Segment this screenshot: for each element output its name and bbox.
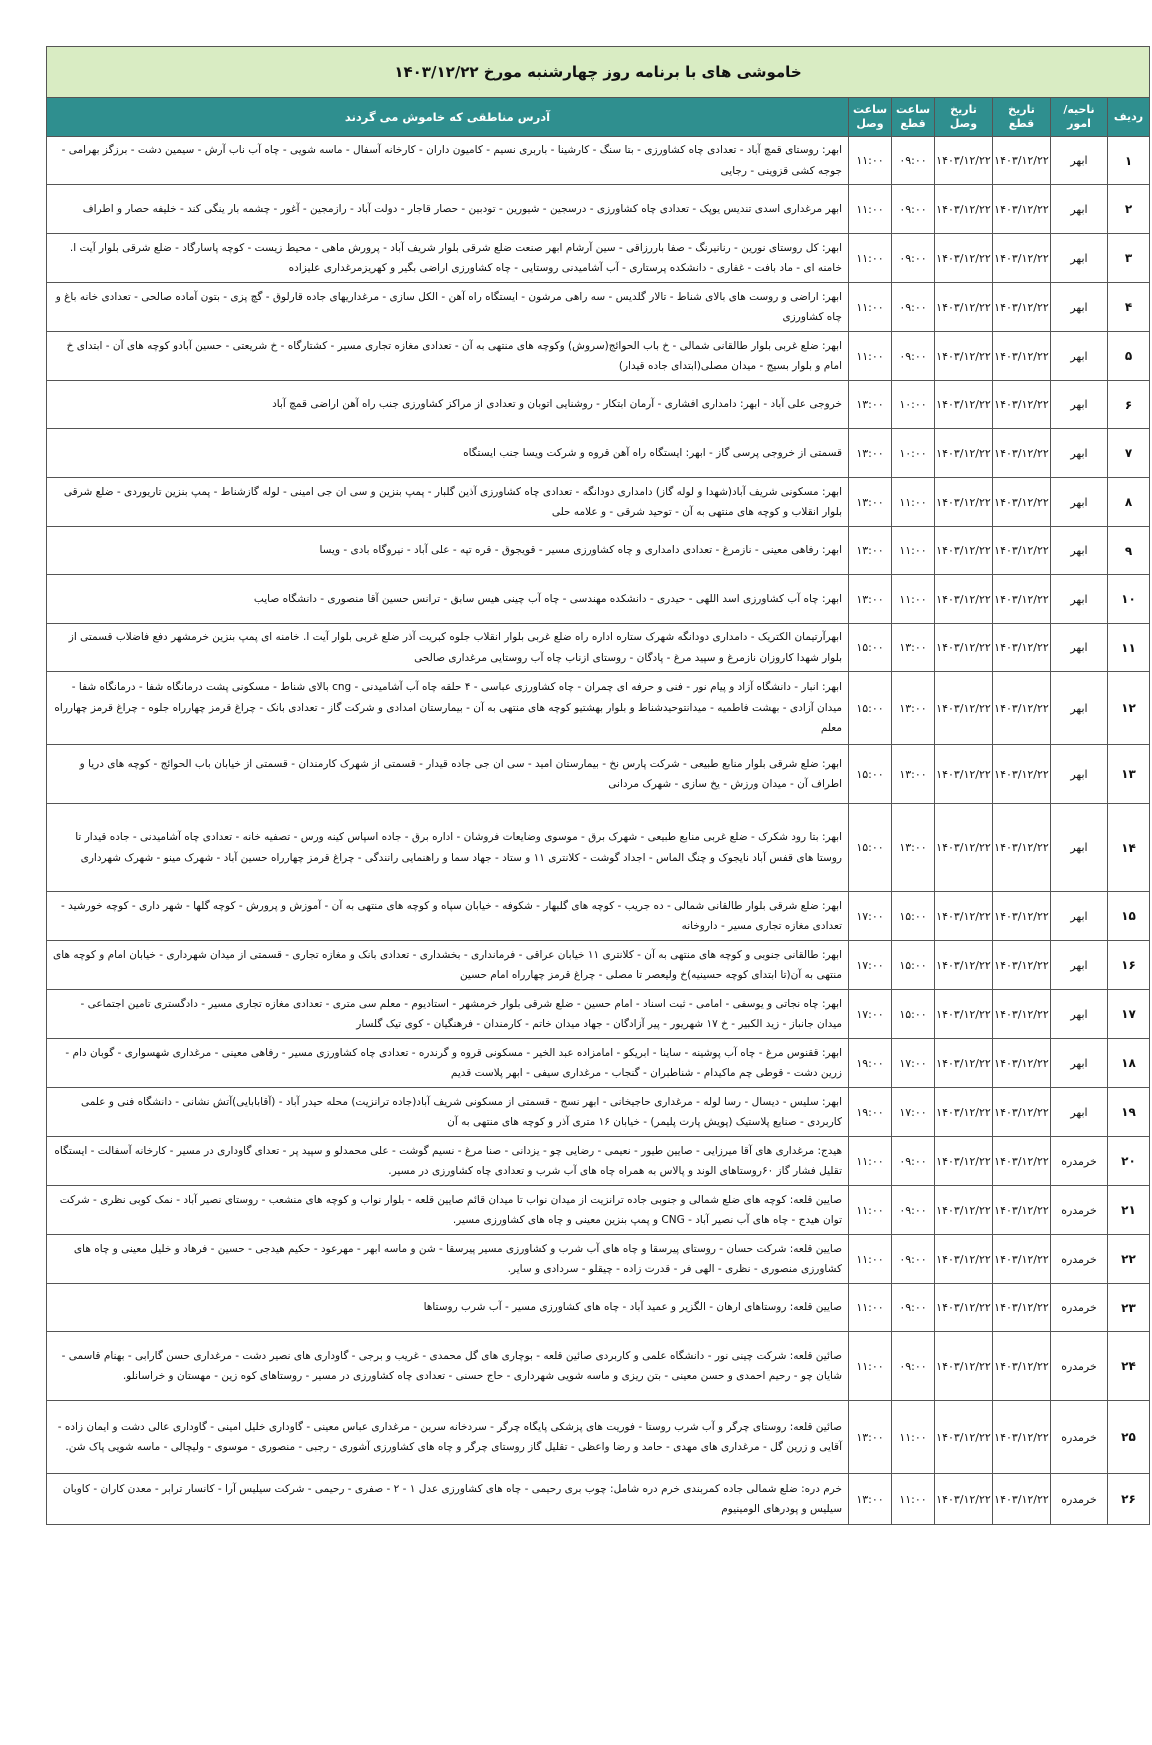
cut-date-cell: ۱۴۰۳/۱۲/۲۲ — [993, 892, 1051, 941]
connect-date-cell: ۱۴۰۳/۱۲/۲۲ — [935, 672, 993, 745]
cut-date-cell: ۱۴۰۳/۱۲/۲۲ — [993, 478, 1051, 527]
table-row — [47, 527, 1150, 575]
table-row — [47, 137, 1150, 185]
cut-time-cell: ۱۵:۰۰ — [892, 990, 935, 1039]
address-cell: خروجی علی آباد - ابهر: دامداری افشاری - آرمان ابتکار - روشنایی اتوبان و تعدادی از مراکز کشاورزی جنب راه آهن اراضی قمچ آباد — [47, 381, 849, 429]
address-cell: ابهرآرتیمان الکتریک - دامداری دودانگه شهرک ستاره اداره راه ضلع غربی بلوار انقلاب جلوه کبریت آذر ضلع غربی بلوار آیت ا. خامنه ای پمپ بنزین خرمشهر دفع فاضلاب قسمتی از بلوار شهدا کاروزان نازمرغ و سپید مرغ - پادگان - روستای ازناب چاه آب روستایی مرغداری صالحی — [47, 624, 849, 672]
cut-time-cell: ۱۷:۰۰ — [892, 1088, 935, 1137]
table-row — [47, 745, 1150, 804]
table-row — [47, 892, 1150, 941]
connect-time-cell: ۱۱:۰۰ — [849, 185, 892, 234]
address-cell: صائین قلعه: شرکت چینی نور - دانشگاه علمی و کاربردی صائین قلعه - بوچاری های گل محمدی - غریب و برجی - گاوداری های نصیر دشت - مرغداری حسن گارابی - بهنام قاسمی - شایان چو - رحیم احمدی و حسن معینی - بتن ریزی و ماسه شویی شهرداری - حاج حسنی - تعدادی چاه کشاورزی در مسیر - روستاهای کوه زین - مهستان و خراسانلو. — [47, 1332, 849, 1401]
address-cell: صایین قلعه: شرکت حسان - روستای پیرسقا و چاه های آب شرب و کشاورزی مسیر پیرسقا - شن و ماسه ابهر - مهرعود - حکیم هیدجی - حسین - فرهاد و خلیل معینی و چاه های کشاورزی منصوری - نظری - الهی فر - قدرت زاده - چیقلو - سردادی و سایر. — [47, 1235, 849, 1284]
table-row — [47, 1401, 1150, 1474]
cut-date-cell: ۱۴۰۳/۱۲/۲۲ — [993, 990, 1051, 1039]
region-cell: ابهر — [1051, 137, 1108, 185]
cut-time-cell: ۱۳:۰۰ — [892, 745, 935, 804]
connect-date-cell: ۱۴۰۳/۱۲/۲۲ — [935, 283, 993, 332]
connect-time-cell: ۱۳:۰۰ — [849, 1474, 892, 1525]
connect-date-cell: ۱۴۰۳/۱۲/۲۲ — [935, 575, 993, 624]
cut-date-cell: ۱۴۰۳/۱۲/۲۲ — [993, 1088, 1051, 1137]
cut-time-cell: ۱۳:۰۰ — [892, 624, 935, 672]
header-row — [47, 98, 1150, 137]
row-number: ۲۲ — [1108, 1235, 1150, 1284]
cut-time-cell: ۱۷:۰۰ — [892, 1039, 935, 1088]
address-cell: صایین قلعه: روستاهای ارهان - الگزیر و عمید آباد - چاه های کشاورزی مسیر - آب شرب روستاها — [47, 1284, 849, 1332]
address-cell: ابهر: چاه آب کشاورزی اسد اللهی - حیدری - دانشکده مهندسی - چاه آب چینی هیس سابق - ترانس حسین آقا منصوری - دانشگاه صایب — [47, 575, 849, 624]
table-row — [47, 283, 1150, 332]
connect-date-cell: ۱۴۰۳/۱۲/۲۲ — [935, 1332, 993, 1401]
cut-date-cell: ۱۴۰۳/۱۲/۲۲ — [993, 429, 1051, 478]
connect-time-cell: ۱۱:۰۰ — [849, 1235, 892, 1284]
cut-date-cell: ۱۴۰۳/۱۲/۲۲ — [993, 1284, 1051, 1332]
cut-time-cell: ۰۹:۰۰ — [892, 1235, 935, 1284]
outage-table — [46, 46, 1150, 1525]
table-row — [47, 1474, 1150, 1525]
connect-time-cell: ۱۳:۰۰ — [849, 429, 892, 478]
cut-date-cell: ۱۴۰۳/۱۲/۲۲ — [993, 332, 1051, 381]
cut-date-cell: ۱۴۰۳/۱۲/۲۲ — [993, 1332, 1051, 1401]
connect-date-cell: ۱۴۰۳/۱۲/۲۲ — [935, 941, 993, 990]
header-cut-time: ساعت قطع — [892, 98, 935, 137]
table-row — [47, 1332, 1150, 1401]
region-cell: ابهر — [1051, 1088, 1108, 1137]
connect-date-cell: ۱۴۰۳/۱۲/۲۲ — [935, 478, 993, 527]
row-number: ۱۴ — [1108, 804, 1150, 892]
connect-date-cell: ۱۴۰۳/۱۲/۲۲ — [935, 990, 993, 1039]
cut-time-cell: ۰۹:۰۰ — [892, 283, 935, 332]
header-cut-date: تاریخ قطع — [993, 98, 1051, 137]
address-cell: ابهر: ضلع غربی بلوار طالقانی شمالی - خ باب الحوائج(سروش) وکوچه های منتهی به آن - تعدادی مغازه تجاری مسیر - کشتارگاه - خ شریعتی - حسین آبادو کوچه های آن - ابتدای خ امام و بلوار بسیج - میدان مصلی(ابتدای جاده قیدار) — [47, 332, 849, 381]
row-number: ۱۹ — [1108, 1088, 1150, 1137]
row-number: ۱۷ — [1108, 990, 1150, 1039]
connect-date-cell: ۱۴۰۳/۱۲/۲۲ — [935, 1039, 993, 1088]
cut-date-cell: ۱۴۰۳/۱۲/۲۲ — [993, 804, 1051, 892]
cut-time-cell: ۰۹:۰۰ — [892, 234, 935, 283]
table-row — [47, 478, 1150, 527]
region-cell: خرمدره — [1051, 1137, 1108, 1186]
address-cell: ابهر: طالقانی جنوبی و کوچه های منتهی به آن - کلانتری ۱۱ خیابان عراقی - فرمانداری - بخشداری - تعدادی بانک و مغازه تجاری - قسمتی از میدان شهرداری - خیابان امام و کوچه های منتهی به آن(تا ابتدای کوچه حسینیه)خ ولیعصر تا مصلی - چراغ قرمز چهارراه امام حسین — [47, 941, 849, 990]
region-cell: ابهر — [1051, 283, 1108, 332]
schedule-sheet — [46, 46, 1150, 1525]
connect-time-cell: ۱۳:۰۰ — [849, 575, 892, 624]
row-number: ۱۱ — [1108, 624, 1150, 672]
connect-date-cell: ۱۴۰۳/۱۲/۲۲ — [935, 624, 993, 672]
address-cell: صایین قلعه: کوچه های ضلع شمالی و جنوبی جاده ترانزیت از میدان نواب تا میدان قائم صایین قلعه - بلوار نواب و کوچه های منشعب - روستای نصیر آباد - نمک کوبی نظری - شرکت توان هیدج - چاه های آب نصیر آباد - CNG و پمپ بنزین معینی و چاه های کشاورزی مسیر. — [47, 1186, 849, 1235]
row-number: ۱ — [1108, 137, 1150, 185]
region-cell: ابهر — [1051, 624, 1108, 672]
address-cell: ابهر: ضلع شرقی بلوار طالقانی شمالی - ده جریب - کوچه های گلبهار - شکوفه - خیابان سپاه و کوچه های منتهی به آن - آموزش و پرورش - کوچه گلها - شهر داری - کوچه خورشید - تعدادی مغازه تجاری مسیر - داروخانه — [47, 892, 849, 941]
region-cell: ابهر — [1051, 332, 1108, 381]
connect-time-cell: ۱۵:۰۰ — [849, 804, 892, 892]
row-number: ۷ — [1108, 429, 1150, 478]
region-cell: ابهر — [1051, 990, 1108, 1039]
connect-time-cell: ۱۷:۰۰ — [849, 941, 892, 990]
region-cell: خرمدره — [1051, 1401, 1108, 1474]
row-number: ۲ — [1108, 185, 1150, 234]
cut-time-cell: ۱۵:۰۰ — [892, 941, 935, 990]
address-cell: ابهر: چاه نجاتی و یوسفی - امامی - ثبت اسناد - امام حسین - ضلع شرقی بلوار خرمشهر - استادیوم - معلم سی متری - تعدادی مغازه تجاری مسیر - دادگستری تامین اجتماعی - میدان جانباز - زید الکبیر - خ ۱۷ شهریور - پیر آزادگان - جهاد میدان خاتم - کارمندان - فرهنگیان - کوی تیک گلسار — [47, 990, 849, 1039]
cut-time-cell: ۱۰:۰۰ — [892, 381, 935, 429]
connect-time-cell: ۱۵:۰۰ — [849, 672, 892, 745]
table-row — [47, 1284, 1150, 1332]
header-address: آدرس مناطقی که خاموش می گردند — [47, 98, 849, 137]
cut-time-cell: ۱۱:۰۰ — [892, 1474, 935, 1525]
connect-date-cell: ۱۴۰۳/۱۲/۲۲ — [935, 745, 993, 804]
row-number: ۱۸ — [1108, 1039, 1150, 1088]
cut-time-cell: ۱۱:۰۰ — [892, 1401, 935, 1474]
address-cell: ابهر: کل روستای نورین - رنانیرنگ - صفا باررزاقی - سین آرشام ابهر صنعت ضلع شرقی بلوار شریف آباد - پرورش ماهی - محیط زیست - کوچه پاسارگاد - ضلع شرقی بلوار آیت ا. خامنه ای - ماد بافت - غفاری - دانشکده پرستاری - آب آشامیدنی روستایی - چاه کشاورزی اراضی بگیر و کهریزمرغداری علیزاده — [47, 234, 849, 283]
cut-time-cell: ۱۵:۰۰ — [892, 892, 935, 941]
address-cell: قسمتی از خروجی پرسی گاز - ابهر: ایستگاه راه آهن قروه و شرکت ویسا جنب ایستگاه — [47, 429, 849, 478]
row-number: ۲۰ — [1108, 1137, 1150, 1186]
table-row — [47, 990, 1150, 1039]
cut-time-cell: ۰۹:۰۰ — [892, 332, 935, 381]
row-number: ۳ — [1108, 234, 1150, 283]
region-cell: ابهر — [1051, 478, 1108, 527]
connect-date-cell: ۱۴۰۳/۱۲/۲۲ — [935, 1186, 993, 1235]
connect-time-cell: ۱۳:۰۰ — [849, 381, 892, 429]
table-row — [47, 624, 1150, 672]
header-row-number: ردیف — [1108, 98, 1150, 137]
table-row — [47, 1137, 1150, 1186]
region-cell: ابهر — [1051, 1039, 1108, 1088]
connect-time-cell: ۱۹:۰۰ — [849, 1039, 892, 1088]
region-cell: خرمدره — [1051, 1186, 1108, 1235]
cut-date-cell: ۱۴۰۳/۱۲/۲۲ — [993, 624, 1051, 672]
connect-time-cell: ۱۳:۰۰ — [849, 527, 892, 575]
address-cell: ابهر: ققنوس مرغ - چاه آب پوشینه - ساینا - ابریکو - امامزاده عبد الخیر - مسکونی قروه و گرندره - تعدادی چاه کشاورزی مسیر - رفاهی معینی - مرغداری شهسواری - گوبان دام - زرین دشت - قوطی چم ماکیدام - شناطبران - گنجاب - مرغداری سیفی - ابهر پلاست قدیم — [47, 1039, 849, 1088]
connect-date-cell: ۱۴۰۳/۱۲/۲۲ — [935, 804, 993, 892]
region-cell: خرمدره — [1051, 1235, 1108, 1284]
connect-time-cell: ۱۷:۰۰ — [849, 892, 892, 941]
row-number: ۱۰ — [1108, 575, 1150, 624]
row-number: ۲۱ — [1108, 1186, 1150, 1235]
row-number: ۵ — [1108, 332, 1150, 381]
cut-time-cell: ۰۹:۰۰ — [892, 1332, 935, 1401]
region-cell: ابهر — [1051, 527, 1108, 575]
region-cell: خرمدره — [1051, 1474, 1108, 1525]
connect-time-cell: ۱۵:۰۰ — [849, 745, 892, 804]
connect-date-cell: ۱۴۰۳/۱۲/۲۲ — [935, 332, 993, 381]
row-number: ۱۵ — [1108, 892, 1150, 941]
row-number: ۱۲ — [1108, 672, 1150, 745]
address-cell: هیدج: مرغداری های آقا میرزایی - صایین طیور - نعیمی - رضایی چو - یزدانی - صنا مرغ - نسیم گوشت - علی محمدلو و سپید پر - تعدای گاوداری در مسیر - کارخانه آسفالت - ایستگاه تقلیل فشار گاز ۶۰روستاهای الوند و پالاس به همراه چاه های آب شرب و تعدادی چاه کشاورزی در مسیر. — [47, 1137, 849, 1186]
connect-time-cell: ۱۱:۰۰ — [849, 1137, 892, 1186]
connect-time-cell: ۱۳:۰۰ — [849, 478, 892, 527]
table-row — [47, 575, 1150, 624]
address-cell: صائین قلعه: روستای چرگر و آب شرب روستا - فوریت های پزشکی پایگاه چرگر - سردخانه سرین - مرغداری عباس معینی - گاوداری خلیل امینی - گاوداری عالی دشت و ایمان زاده - آقایی و زرین گل - مرغداری های مهدی - حامد و رضا واعظی - تقلیل گاز روستای چرگر و چاه های کشاورزی آشوری - رجبی - منصوری - موسوی - ولیچالی - ماسه شویی پاک شن. — [47, 1401, 849, 1474]
cut-date-cell: ۱۴۰۳/۱۲/۲۲ — [993, 527, 1051, 575]
address-cell: ابهر: انبار - دانشگاه آزاد و پیام نور - فنی و حرفه ای چمران - چاه کشاورزی عباسی - ۴ حلقه چاه آب آشامیدنی - cng بالای شناط - مسکونی پشت درمانگاه شفا - درمانگاه شفا - میدان آزادی - بهشت فاطمیه - میدانتوحیدشناط و بلوار بهشتیو کوچه های منتهی به آن - بیمارستان امدادی و شرکت گاز - تعدادی بانک - چراغ قرمز چهارراه جلوه - چراغ قرمز چهارراه معلم — [47, 672, 849, 745]
cut-date-cell: ۱۴۰۳/۱۲/۲۲ — [993, 1137, 1051, 1186]
connect-time-cell: ۱۳:۰۰ — [849, 1401, 892, 1474]
cut-time-cell: ۱۳:۰۰ — [892, 804, 935, 892]
connect-date-cell: ۱۴۰۳/۱۲/۲۲ — [935, 381, 993, 429]
row-number: ۲۳ — [1108, 1284, 1150, 1332]
cut-time-cell: ۰۹:۰۰ — [892, 137, 935, 185]
address-cell: ابهر: مسکونی شریف آباد(شهدا و لوله گاز) دامداری دودانگه - تعدادی چاه کشاورزی آذین گلبار - پمپ بنزین و سی ان جی امینی - لوله گازشناط - پمپ بنزین تاریوردی - ضلع شرقی بلوار انقلاب و کوچه های منتهی به آن - توحید شرقی - و علامه حلی — [47, 478, 849, 527]
cut-date-cell: ۱۴۰۳/۱۲/۲۲ — [993, 745, 1051, 804]
cut-date-cell: ۱۴۰۳/۱۲/۲۲ — [993, 672, 1051, 745]
region-cell: ابهر — [1051, 234, 1108, 283]
table-row — [47, 1186, 1150, 1235]
cut-date-cell: ۱۴۰۳/۱۲/۲۲ — [993, 1401, 1051, 1474]
region-cell: ابهر — [1051, 941, 1108, 990]
cut-time-cell: ۰۹:۰۰ — [892, 1137, 935, 1186]
cut-time-cell: ۰۹:۰۰ — [892, 185, 935, 234]
region-cell: ابهر — [1051, 381, 1108, 429]
header-region: ناحیه/امور — [1051, 98, 1108, 137]
region-cell: خرمدره — [1051, 1332, 1108, 1401]
cut-time-cell: ۱۱:۰۰ — [892, 478, 935, 527]
connect-date-cell: ۱۴۰۳/۱۲/۲۲ — [935, 1235, 993, 1284]
row-number: ۴ — [1108, 283, 1150, 332]
cut-date-cell: ۱۴۰۳/۱۲/۲۲ — [993, 185, 1051, 234]
region-cell: ابهر — [1051, 575, 1108, 624]
table-row — [47, 332, 1150, 381]
table-row — [47, 1235, 1150, 1284]
table-row — [47, 1088, 1150, 1137]
address-cell: ابهر: روستای قمچ آباد - تعدادی چاه کشاورزی - بتا سنگ - کارشینا - باربری نسیم - کامیون داران - کارخانه آسفال - ماسه شویی - چاه آب ناب آرش - سیمین دشت - برزگز بهرامی - جوجه کشی قزوینی - رجایی — [47, 137, 849, 185]
cut-time-cell: ۱۰:۰۰ — [892, 429, 935, 478]
address-cell: خرم دره: ضلع شمالی جاده کمربندی خرم دره شامل: چوب بری رحیمی - چاه های کشاورزی عدل ۱ - ۲ - صفری - رحیمی - شرکت سیلیس آرا - کانسار ترابر - معدن کاران - کاوبان سیلیس و پودرهای الومینیوم — [47, 1474, 849, 1525]
cut-date-cell: ۱۴۰۳/۱۲/۲۲ — [993, 941, 1051, 990]
cut-date-cell: ۱۴۰۳/۱۲/۲۲ — [993, 1235, 1051, 1284]
table-row — [47, 185, 1150, 234]
connect-date-cell: ۱۴۰۳/۱۲/۲۲ — [935, 1284, 993, 1332]
connect-time-cell: ۱۱:۰۰ — [849, 1284, 892, 1332]
table-row — [47, 381, 1150, 429]
address-cell: ابهر: بتا رود شکرک - ضلع غربی منابع طبیعی - شهرک برق - موسوی وضایعات فروشان - اداره برق - جاده اسپاس کینه ورس - تصفیه خانه - تعدادی چاه آشامیدنی - جاده قیدار تا روستا های قفس آباد نایجوک و چنگ الماس - اجداد گوشت - کلانتری ۱۱ و ستاد - جهاد سما و راهنمایی رانندگی - چراغ قرمز چهارراه حسین آباد - شهرک مینو - شهرک شهرداری — [47, 804, 849, 892]
address-cell: ابهر: رفاهی معینی - نازمرغ - تعدادی دامداری و چاه کشاورزی مسیر - قویجوق - قره تپه - علی آباد - نیروگاه بادی - ویسا — [47, 527, 849, 575]
cut-date-cell: ۱۴۰۳/۱۲/۲۲ — [993, 1186, 1051, 1235]
address-cell: ابهر: ضلع شرقی بلوار منابع طبیعی - شرکت پارس نخ - بیمارستان امید - سی ان جی جاده قیدار - قسمتی از شهرک کارمندان - قسمتی از خیابان باب الحوائج - کوچه های دریا و اطراف آن - میدان ورزش - یخ سازی - شهرک مردانی — [47, 745, 849, 804]
connect-time-cell: ۱۹:۰۰ — [849, 1088, 892, 1137]
connect-time-cell: ۱۱:۰۰ — [849, 234, 892, 283]
region-cell: خرمدره — [1051, 1284, 1108, 1332]
address-cell: ابهر: سلیس - دیسال - رسا لوله - مرغداری حاجیخانی - ابهر نسج - قسمتی از مسکونی شریف آباد(جاده ترانزیت) محله حیدر آباد - (آقابابایی)آتش نشانی - دانشگاه فنی و علمی کاربردی - صنایع پلاستیک (پویش پارت پلیمر) - خیابان ۱۶ متری آذر و کوچه های منتهی به آن — [47, 1088, 849, 1137]
address-cell: ابهر مرغداری اسدی تندیس یوپک - تعدادی چاه کشاورزی - درسجین - شیورین - تودبین - حصار قاجار - دولت آباد - رازمجین - آغور - چشمه بار ینگی کند - خلیفه حصار و اطراف — [47, 185, 849, 234]
table-row — [47, 1039, 1150, 1088]
connect-date-cell: ۱۴۰۳/۱۲/۲۲ — [935, 1088, 993, 1137]
row-number: ۹ — [1108, 527, 1150, 575]
region-cell: ابهر — [1051, 185, 1108, 234]
region-cell: ابهر — [1051, 672, 1108, 745]
cut-date-cell: ۱۴۰۳/۱۲/۲۲ — [993, 1039, 1051, 1088]
row-number: ۱۶ — [1108, 941, 1150, 990]
connect-date-cell: ۱۴۰۳/۱۲/۲۲ — [935, 185, 993, 234]
cut-time-cell: ۰۹:۰۰ — [892, 1186, 935, 1235]
row-number: ۲۵ — [1108, 1401, 1150, 1474]
connect-time-cell: ۱۱:۰۰ — [849, 332, 892, 381]
row-number: ۲۶ — [1108, 1474, 1150, 1525]
address-cell: ابهر: اراضی و روست های بالای شناط - تالار گلدیس - سه راهی مرشون - ایستگاه راه آهن - الکل سازی - مرغداریهای جاده قارلوق - گچ پزی - بتون آماده صالحی - تعدادی خانه باغ و چاه کشاورزی — [47, 283, 849, 332]
connect-date-cell: ۱۴۰۳/۱۲/۲۲ — [935, 1474, 993, 1525]
header-connect-time: ساعت وصل — [849, 98, 892, 137]
connect-time-cell: ۱۱:۰۰ — [849, 283, 892, 332]
region-cell: ابهر — [1051, 804, 1108, 892]
table-row — [47, 804, 1150, 892]
table-row — [47, 234, 1150, 283]
region-cell: ابهر — [1051, 745, 1108, 804]
connect-date-cell: ۱۴۰۳/۱۲/۲۲ — [935, 234, 993, 283]
connect-time-cell: ۱۵:۰۰ — [849, 624, 892, 672]
cut-date-cell: ۱۴۰۳/۱۲/۲۲ — [993, 1474, 1051, 1525]
connect-date-cell: ۱۴۰۳/۱۲/۲۲ — [935, 1137, 993, 1186]
region-cell: ابهر — [1051, 892, 1108, 941]
row-number: ۸ — [1108, 478, 1150, 527]
row-number: ۱۳ — [1108, 745, 1150, 804]
cut-time-cell: ۱۳:۰۰ — [892, 672, 935, 745]
page-title: خاموشی های با برنامه روز چهارشنبه مورخ ۱۴۰۳/۱۲/۲۲ — [47, 47, 1150, 98]
row-number: ۶ — [1108, 381, 1150, 429]
cut-date-cell: ۱۴۰۳/۱۲/۲۲ — [993, 234, 1051, 283]
header-connect-date: تاریخ وصل — [935, 98, 993, 137]
connect-time-cell: ۱۱:۰۰ — [849, 137, 892, 185]
cut-date-cell: ۱۴۰۳/۱۲/۲۲ — [993, 137, 1051, 185]
cut-date-cell: ۱۴۰۳/۱۲/۲۲ — [993, 381, 1051, 429]
cut-time-cell: ۱۱:۰۰ — [892, 527, 935, 575]
connect-date-cell: ۱۴۰۳/۱۲/۲۲ — [935, 892, 993, 941]
connect-time-cell: ۱۱:۰۰ — [849, 1186, 892, 1235]
connect-time-cell: ۱۷:۰۰ — [849, 990, 892, 1039]
region-cell: ابهر — [1051, 429, 1108, 478]
row-number: ۲۴ — [1108, 1332, 1150, 1401]
connect-date-cell: ۱۴۰۳/۱۲/۲۲ — [935, 527, 993, 575]
table-row — [47, 672, 1150, 745]
cut-time-cell: ۱۱:۰۰ — [892, 575, 935, 624]
cut-date-cell: ۱۴۰۳/۱۲/۲۲ — [993, 283, 1051, 332]
table-row — [47, 941, 1150, 990]
connect-date-cell: ۱۴۰۳/۱۲/۲۲ — [935, 137, 993, 185]
connect-date-cell: ۱۴۰۳/۱۲/۲۲ — [935, 1401, 993, 1474]
connect-time-cell: ۱۱:۰۰ — [849, 1332, 892, 1401]
table-row — [47, 429, 1150, 478]
cut-date-cell: ۱۴۰۳/۱۲/۲۲ — [993, 575, 1051, 624]
connect-date-cell: ۱۴۰۳/۱۲/۲۲ — [935, 429, 993, 478]
cut-time-cell: ۰۹:۰۰ — [892, 1284, 935, 1332]
